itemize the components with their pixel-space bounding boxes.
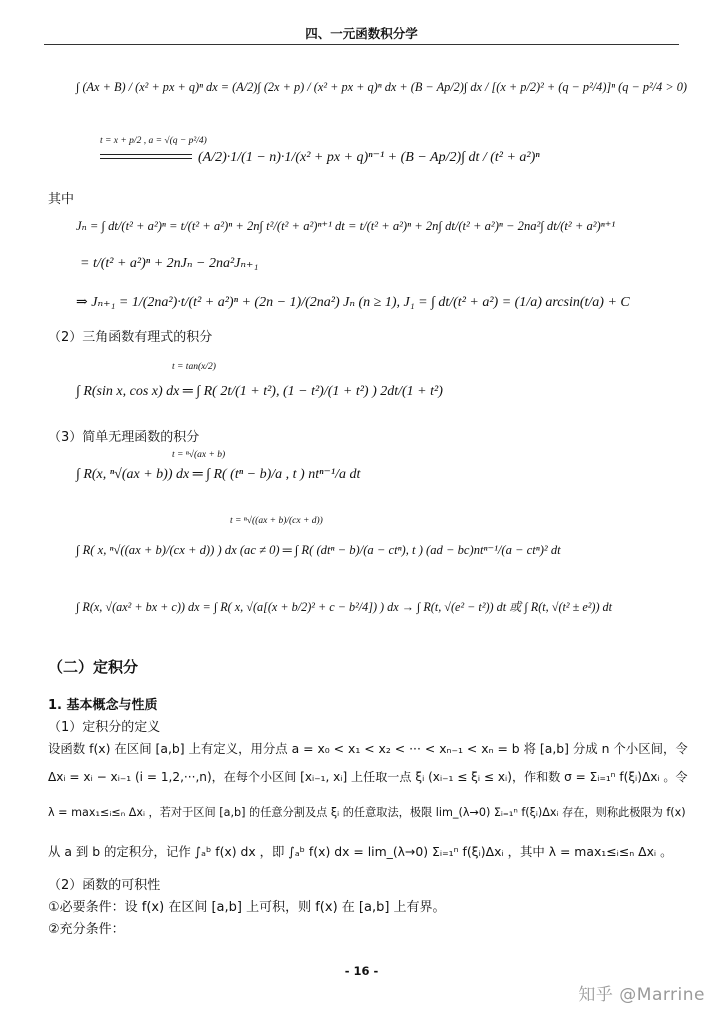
definition-heading: （1）定积分的定义 <box>48 720 161 735</box>
formula-substituted: (A/2)·1/(1 − n)·1/(x² + px + q)ⁿ⁻¹ + (B − Ap/2)∫ dt / (t² + a²)ⁿ <box>198 150 540 165</box>
substitution-label-3: t = ⁿ√(ax + b) <box>172 450 226 460</box>
sufficient-condition: ②充分条件： <box>48 922 125 937</box>
substitution-equals-bar <box>100 154 192 155</box>
subsection-trig-title: （2）三角函数有理式的积分 <box>48 330 213 345</box>
definition-line-3: λ = max₁≤ᵢ≤ₙ Δxᵢ ，若对于区间 [a,b] 的任意分割及点 ξᵢ 的任意取法，极限 lim_(λ→0) Σᵢ₌₁ⁿ f(ξᵢ)Δxᵢ 存在，则称此极限为 f(x) <box>48 806 686 819</box>
formula-trig-rational: ∫ R(sin x, cos x) dx ═ ∫ R( 2t/(1 + t²), (1 − t²)/(1 + t²) ) 2dt/(1 + t²) <box>76 384 443 399</box>
watermark: 知乎 @Marrine <box>578 985 705 1005</box>
definition-line-2: Δxᵢ = xᵢ − xᵢ₋₁ (i = 1,2,···,n)，在每个小区间 [xᵢ₋₁, xᵢ] 上任取一点 ξᵢ (xᵢ₋₁ ≤ ξᵢ ≤ xᵢ)，作和数 σ = Σᵢ₌₁ⁿ f(ξᵢ)Δxᵢ 。令 <box>48 770 688 784</box>
page-header <box>44 24 679 45</box>
substitution-equals-bar <box>100 158 192 159</box>
section-title: （二）定积分 <box>48 658 139 676</box>
subsection-irrational-title: （3）简单无理函数的积分 <box>48 430 200 445</box>
header-title: 四、一元函数积分学 <box>305 26 418 41</box>
subsection-basic-concepts: 1. 基本概念与性质 <box>48 698 158 713</box>
formula-jn-derivation: Jₙ = ∫ dt/(t² + a²)ⁿ = t/(t² + a²)ⁿ + 2n∫ t²/(t² + a²)ⁿ⁺¹ dt = t/(t² + a²)ⁿ + 2n∫ dt/(t² + a²)ⁿ − 2na²∫ dt/(t² + a²)ⁿ⁺¹ <box>76 219 616 233</box>
formula-irrational-2: ∫ R( x, ⁿ√((ax + b)/(cx + d)) ) dx (ac ≠ 0) ═ ∫ R( (dtⁿ − b)/(a − ctⁿ), t ) (ad − bc)ntⁿ⁻¹/(a − ctⁿ)² dt <box>76 543 561 557</box>
integrability-heading: （2）函数的可积性 <box>48 878 161 893</box>
substitution-label-1: t = x + p/2 , a = √(q − p²/4) <box>100 136 207 146</box>
definition-line-1: 设函数 f(x) 在区间 [a,b] 上有定义，用分点 a = x₀ < x₁ < x₂ < ··· < xₙ₋₁ < xₙ = b 将 [a,b] 分成 n 个小区间，令 <box>48 741 688 756</box>
formula-jn-continued: = t/(t² + a²)ⁿ + 2nJₙ − 2na²Jₙ₊₁ <box>80 256 259 271</box>
page-number: - 16 - <box>344 964 379 978</box>
label-qizhong: 其中 <box>48 192 75 207</box>
formula-partial-fraction: ∫ (Ax + B) / (x² + px + q)ⁿ dx = (A/2)∫ (2x + p) / (x² + px + q)ⁿ dx + (B − Ap/2)∫ dx / [(x + p/2)² + (q − p²/4)]ⁿ (q − p²/4 > 0) <box>76 80 687 94</box>
definition-line-4: 从 a 到 b 的定积分，记作 ∫ₐᵇ f(x) dx ，即 ∫ₐᵇ f(x) dx = lim_(λ→0) Σᵢ₌₁ⁿ f(ξᵢ)Δxᵢ ，其中 λ = max₁≤ᵢ≤ₙ Δxᵢ 。 <box>48 844 673 859</box>
substitution-label-4: t = ⁿ√((ax + b)/(cx + d)) <box>230 516 323 526</box>
necessary-condition: ①必要条件：设 f(x) 在区间 [a,b] 上可积，则 f(x) 在 [a,b] 上有界。 <box>48 900 446 915</box>
formula-irrational-1: ∫ R(x, ⁿ√(ax + b)) dx ═ ∫ R( (tⁿ − b)/a , t ) ntⁿ⁻¹/a dt <box>76 467 361 482</box>
formula-irrational-3: ∫ R(x, √(ax² + bx + c)) dx = ∫ R( x, √(a[(x + b/2)² + c − b²/4]) ) dx → ∫ R(t, √(e² − t²)) dt 或 ∫ R(t, √(t² ± e²)) dt <box>76 600 613 614</box>
formula-jn-recurrence: ⇒ Jₙ₊₁ = 1/(2na²)·t/(t² + a²)ⁿ + (2n − 1)/(2na²) Jₙ (n ≥ 1), J₁ = ∫ dt/(t² + a²) = (1/a) arcsin(t/a) + C <box>76 295 630 310</box>
substitution-label-2: t = tan(x/2) <box>172 362 216 372</box>
